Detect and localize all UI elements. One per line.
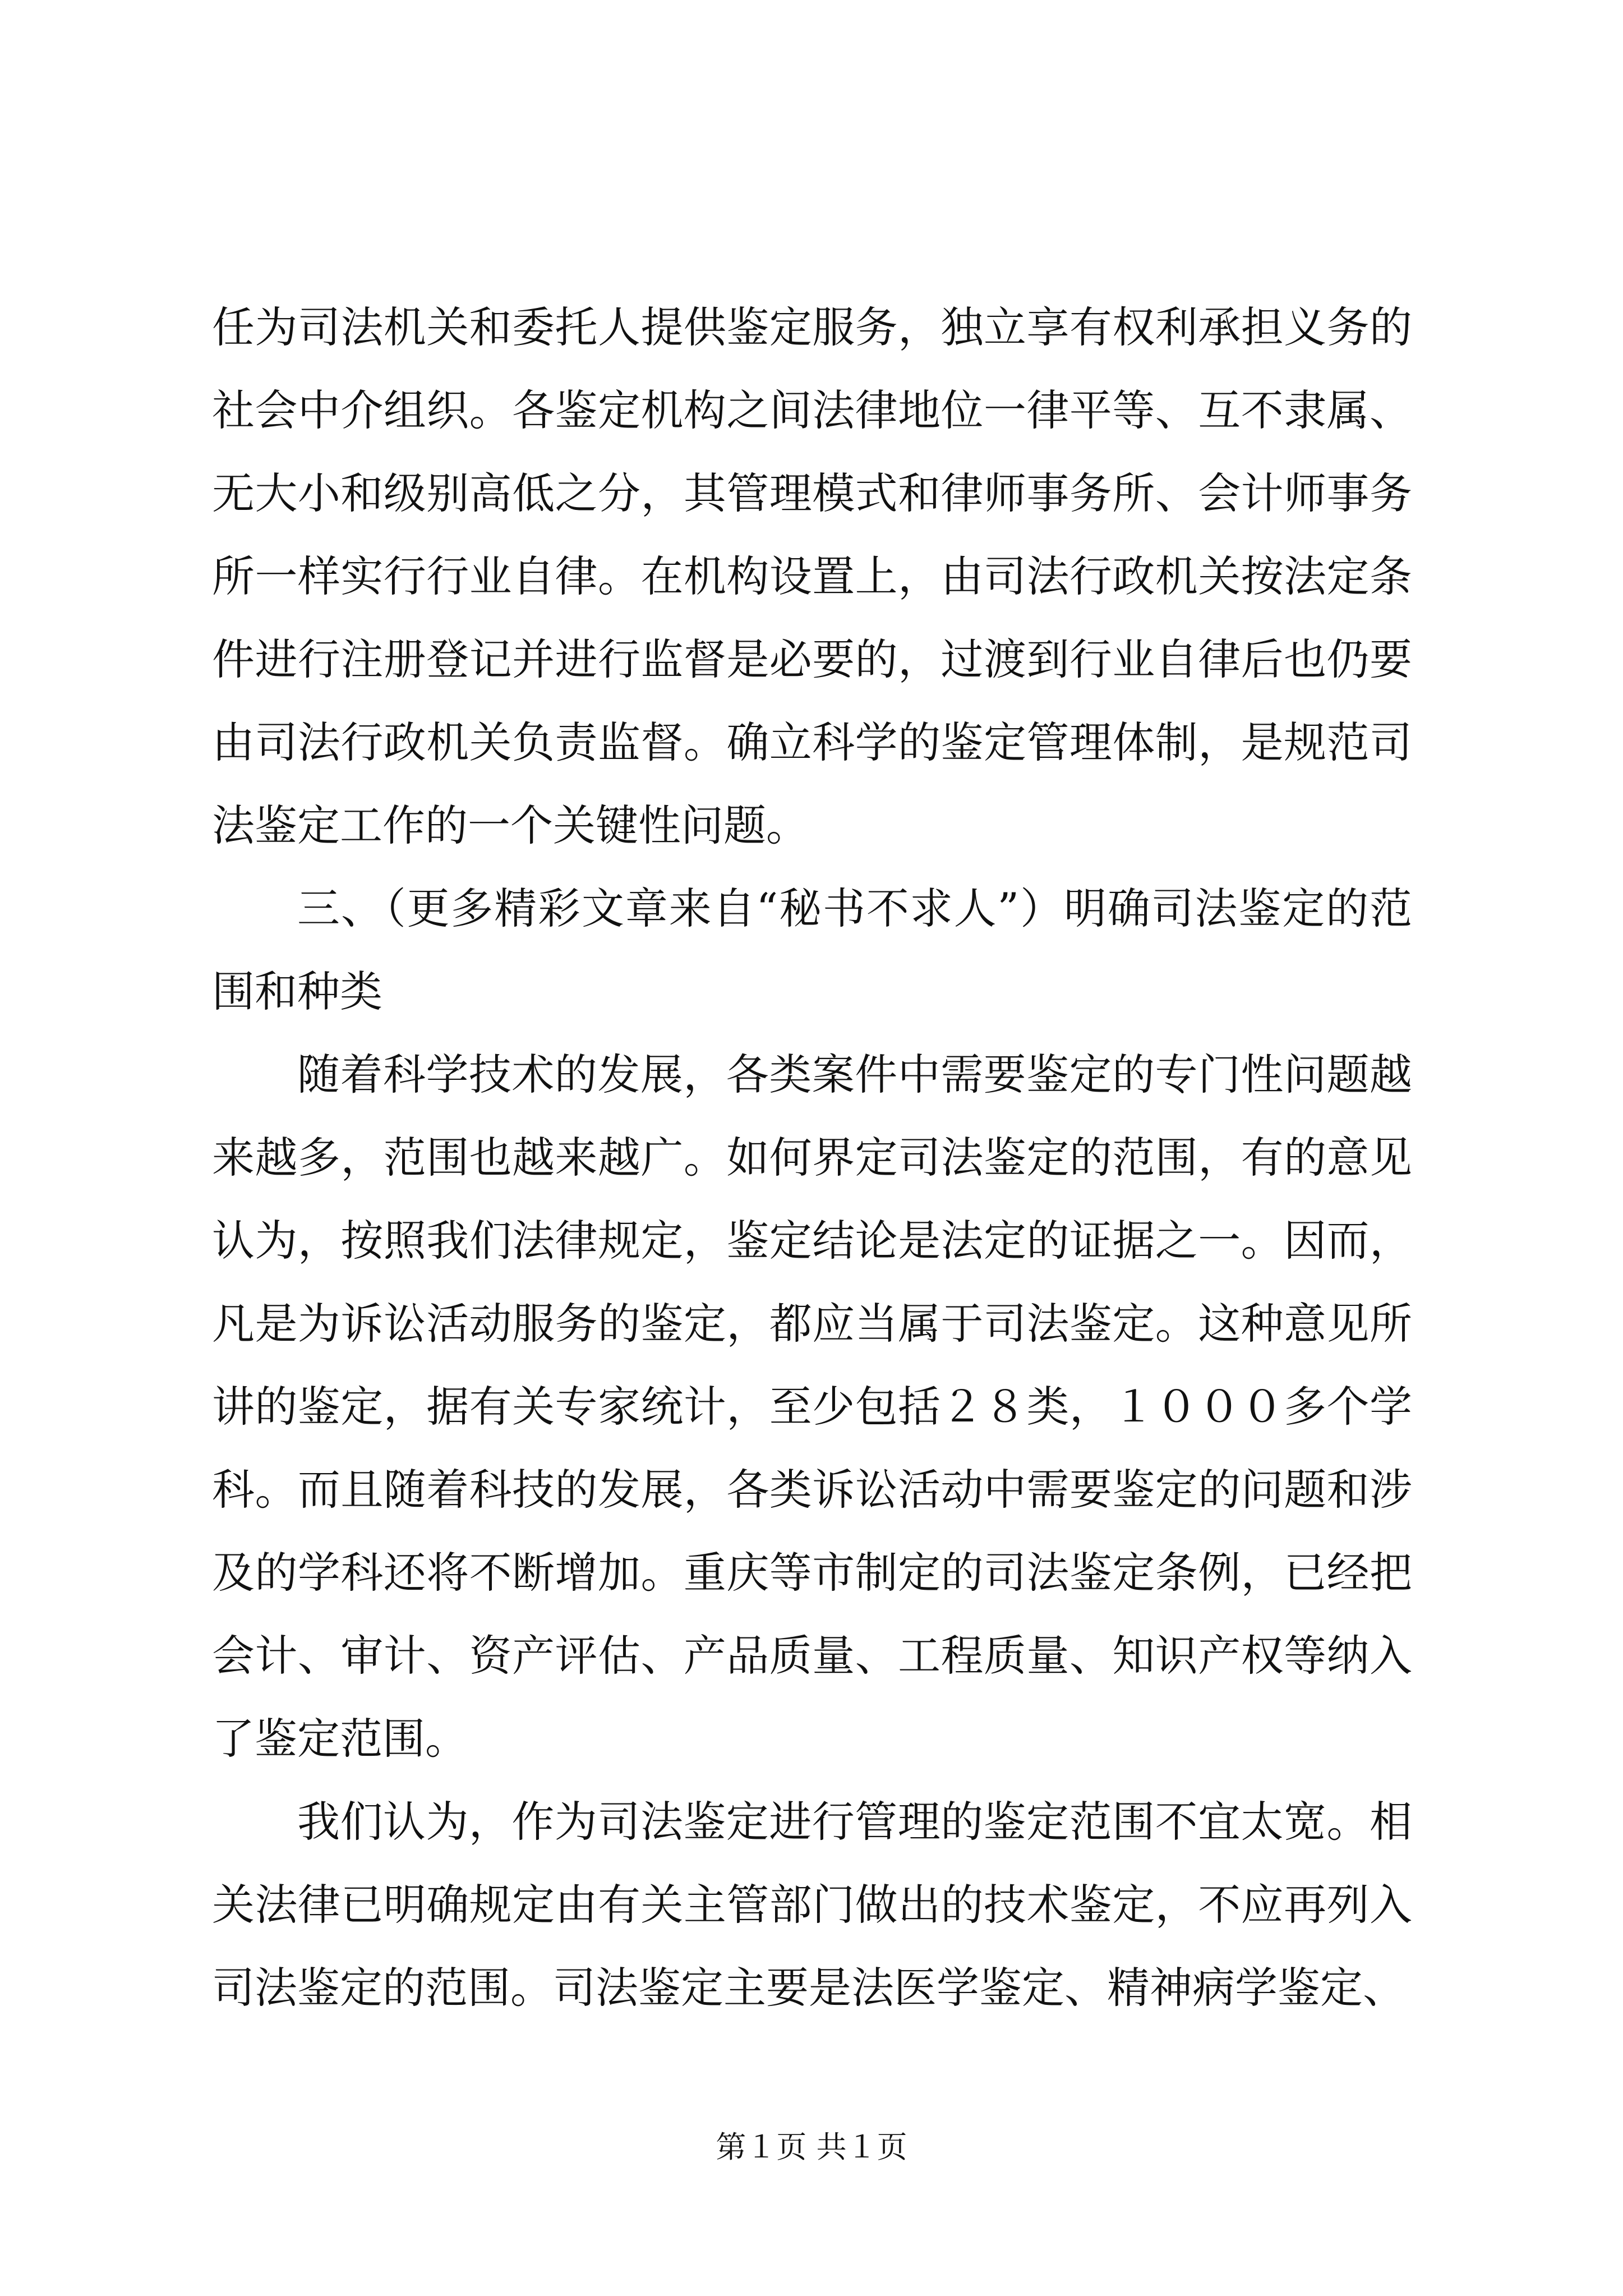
paragraph-continued: 任为司法机关和委托人提供鉴定服务，独立享有权利承担义务的社会中介组织。各鉴定机构之间法律地位一律平等、互不隶属、无大小和级别高低之分，其管理模式和律师事务所、会计师事务所一样实行行业自律。在机构设置上，由司法行政机关按法定条件进行注册登记并进行监督是必要的，过渡到行业自律后也仍要由司法行政机关负责监督。确立科学的鉴定管理体制，是规范司法鉴定工作的一个关键性问题。 — [212, 302, 1412, 850]
document-body — [212, 286, 1412, 2030]
paragraph-opinion: 我们认为，作为司法鉴定进行管理的鉴定范围不宜太宽。相关法律已明确规定由有关主管部门做出的技术鉴定，不应再列入司法鉴定的范围。司法鉴定主要是法医学鉴定、精神病学鉴定、 — [212, 1797, 1412, 2013]
page-footer: 第１页 共１页 — [716, 2129, 907, 2165]
section-heading-three: 三、（更多精彩文章来自“秘书不求人”）明确司法鉴定的范围和种类 — [212, 884, 1412, 1016]
paragraph-scope: 随着科学技术的发展，各类案件中需要鉴定的专门性问题越来越多，范围也越来越广。如何界定司法鉴定的范围，有的意见认为，按照我们法律规定，鉴定结论是法定的证据之一。因而，凡是为诉讼活动服务的鉴定，都应当属于司法鉴定。这种意见所讲的鉴定，据有关专家统计，至少包括２８类，１０００多个学科。而且随着科技的发展，各类诉讼活动中需要鉴定的问题和涉及的学科还将不断增加。重庆等市制定的司法鉴定条例，已经把会计、审计、资产评估、产品质量、工程质量、知识产权等纳入了鉴定范围。 — [212, 1050, 1412, 1764]
